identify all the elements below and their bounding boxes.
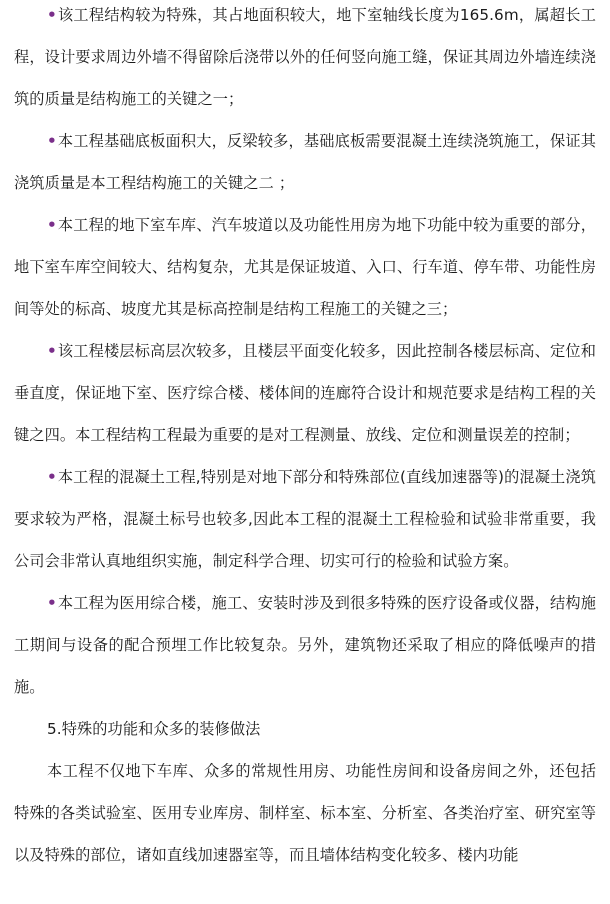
paragraph-text: 本工程基础底板面积大，反梁较多，基础底板需要混凝土连续浇筑施工，保证其浇筑质量是本工程结构施工的关键之二 ； <box>14 132 596 192</box>
paragraph-text: 该工程楼层标高层次较多，且楼层平面变化较多，因此控制各楼层标高、定位和垂直度，保证地下室、医疗综合楼、楼体间的连廊符合设计和规范要求是结构工程的关键之四。本工程结构工程最为重要的是对工程测量、放线、定位和测量误差的控制； <box>14 342 596 444</box>
bullet-icon: • <box>47 6 57 24</box>
bullet-icon: • <box>47 342 57 360</box>
bullet-paragraph-2 <box>0 120 610 204</box>
paragraph-text: 该工程结构较为特殊，其占地面积较大，地下室轴线长度为165.6m，属超长工程，设计要求周边外墙不得留除后浇带以外的任何竖向施工缝，保证其周边外墙连续浇筑的质量是结构施工的关键之一； <box>14 6 596 108</box>
paragraph-text: 本工程为医用综合楼，施工、安装时涉及到很多特殊的医疗设备或仪器，结构施工期间与设备的配合预埋工作比较复杂。另外，建筑物还采取了相应的降低噪声的措施。 <box>14 594 596 696</box>
bullet-icon: • <box>47 132 57 150</box>
section-heading: 5.特殊的功能和众多的装修做法 <box>47 720 261 738</box>
bullet-paragraph-1 <box>0 0 610 120</box>
bullet-paragraph-5 <box>0 456 610 582</box>
bullet-icon: • <box>47 216 57 234</box>
closing-paragraph: 本工程不仅地下车库、众多的常规性用房、功能性房间和设备房间之外，还包括特殊的各类试验室、医用专业库房、制样室、标本室、分析室、各类治疗室、研究室等以及特殊的部位，诸如直线加速器室等，而且墙体结构变化较多、楼内功能 <box>14 762 596 864</box>
bullet-paragraph-4 <box>0 330 610 456</box>
bullet-paragraph-3 <box>0 204 610 330</box>
bullet-paragraph-6 <box>0 582 610 708</box>
bullet-icon: • <box>47 594 57 612</box>
paragraph-text: 本工程的混凝土工程,特别是对地下部分和特殊部位(直线加速器等)的混凝土浇筑要求较为严格，混凝土标号也较多,因此本工程的混凝土工程检验和试验非常重要，我公司会非常认真地组织实施，制定科学合理、切实可行的检验和试验方案。 <box>14 468 596 570</box>
paragraph-text: 本工程的地下室车库、汽车坡道以及功能性用房为地下功能中较为重要的部分，地下室车库空间较大、结构复杂，尤其是保证坡道、入口、行车道、停车带、功能性房间等处的标高、坡度尤其是标高控制是结构工程施工的关键之三； <box>14 216 596 318</box>
bullet-icon: • <box>47 468 57 486</box>
